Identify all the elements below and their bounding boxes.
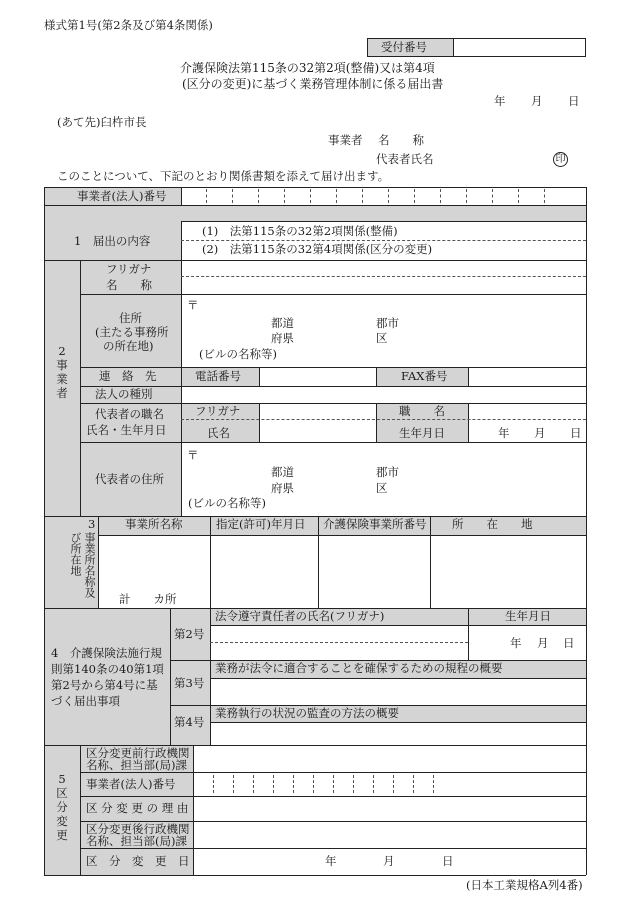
header-month: 月 — [531, 94, 543, 108]
compliance-officer-label: 法令遵守責任者の氏名(フリガナ) — [215, 609, 385, 623]
rep-title-label-1: 代表者の職名 — [95, 407, 164, 421]
address-label-3: の所在地) — [103, 339, 154, 353]
phone-label: 電話番号 — [195, 369, 241, 383]
prior-agency-label-1: 区分変更前行政機関 — [86, 746, 190, 760]
section-4-label-1: 4 介護保険法施行規 — [51, 646, 162, 660]
audit-summary-label: 業務執行の状況の監査の方法の概要 — [215, 706, 399, 720]
notification-option-2[interactable]: (2) 法第115条の32第4項関係(区分の変更) — [202, 242, 433, 256]
prior-agency-label-2: 名称、担当部(局)課 — [86, 758, 187, 772]
postal-mark: 〒 — [187, 298, 199, 312]
rep-prefecture-label-1: 都道 — [271, 465, 294, 479]
building-label: (ビルの名称等) — [199, 347, 277, 361]
change-reason-label: 区 分 変 更 の 理 由 — [86, 801, 189, 815]
rep-birth-year: 年 — [498, 426, 510, 440]
form-number: 様式第1号(第2条及び第4条関係) — [44, 18, 213, 32]
rep-ward-label: 区 — [376, 481, 388, 495]
reception-label: 受付番号 — [381, 40, 427, 54]
title-line-1: 介護保険法第115条の32第2項(整備)又は第4項 — [180, 61, 435, 75]
corp-type-label: 法人の種別 — [95, 387, 153, 401]
operator-name-label: 名 称 — [378, 133, 424, 147]
notification-option-1[interactable]: (1) 法第115条の32第2項関係(整備) — [202, 224, 398, 238]
rep-furigana-label: フリガナ — [195, 404, 241, 418]
seal-mark: 印 — [553, 152, 568, 167]
rep-birth-month: 月 — [534, 426, 546, 440]
change-year: 年 — [325, 854, 337, 868]
operator-label: 事業者 — [328, 133, 363, 147]
addressee: (あて先)臼杵市長 — [57, 115, 147, 129]
address-label-2: (主たる事務所 — [95, 325, 169, 339]
rep-birth-day: 日 — [570, 426, 582, 440]
section-4-label-2: 則第140条の40第1項 — [51, 662, 164, 676]
header-year: 年 — [494, 94, 506, 108]
rep-birthdate-label: 生年月日 — [399, 426, 445, 440]
rep-building-label: (ビルの名称等) — [188, 496, 266, 510]
intro-text: このことについて、下記のとおり関係書類を添えて届け出ます。 — [57, 169, 390, 183]
company-name-label: 名 称 — [106, 278, 152, 292]
officer-birth-month: 月 — [537, 636, 549, 650]
change-day: 日 — [442, 854, 454, 868]
prefecture-label-2: 府県 — [271, 331, 294, 345]
corp-number-label-5: 事業者(法人)番号 — [86, 777, 176, 791]
reception-number-field[interactable] — [454, 39, 585, 56]
new-agency-label-2: 名称、担当部(局)課 — [86, 834, 187, 848]
header-day: 日 — [568, 94, 580, 108]
section-3-side-label: 事業所名称及び所在地 — [69, 532, 96, 598]
officer-birth-day: 日 — [563, 636, 575, 650]
rep-prefecture-label-2: 府県 — [271, 481, 294, 495]
prefecture-label-1: 都道 — [271, 316, 294, 330]
section-3-number: 3 — [88, 517, 96, 531]
officer-birth-year: 年 — [510, 636, 522, 650]
section-4-label-4: づく届出事項 — [51, 694, 120, 708]
representative-label: 代表者氏名 — [376, 152, 434, 166]
change-month: 月 — [383, 854, 395, 868]
officer-birthdate-label: 生年月日 — [505, 609, 551, 623]
location-header: 所 在 地 — [452, 517, 533, 531]
ward-label: 区 — [376, 331, 388, 345]
city-label: 郡市 — [376, 316, 399, 330]
title-line-2: (区分の変更)に基づく業務管理体制に係る届出書 — [182, 77, 444, 91]
new-agency-label-1: 区分変更後行政機関 — [86, 822, 190, 836]
rep-address-label: 代表者の住所 — [95, 472, 164, 486]
rep-name-label: 氏名 — [207, 426, 230, 440]
designation-date-header: 指定(許可)年月日 — [216, 517, 306, 531]
address-label-1: 住所 — [119, 311, 142, 325]
facility-number-header: 介護保険事業所番号 — [323, 517, 427, 531]
change-date-label: 区 分 変 更 日 — [86, 854, 190, 868]
corp-number-label: 事業者(法人)番号 — [77, 189, 167, 203]
rules-summary-label: 業務が法令に適合することを確保するための規程の概要 — [215, 661, 503, 675]
item-no-4: 第4号 — [174, 715, 205, 729]
facility-name-header: 事業所名称 — [125, 517, 183, 531]
furigana-label: フリガナ — [106, 262, 152, 276]
section-5-side-label: 5 区分変更 — [56, 772, 68, 842]
fax-label: FAX番号 — [401, 369, 448, 383]
footer-standard: (日本工業規格A列4番) — [466, 878, 583, 892]
facility-count: 計 カ所 — [119, 592, 177, 606]
rep-city-label: 郡市 — [376, 465, 399, 479]
rep-title-label-2: 氏名・生年月日 — [86, 423, 167, 437]
notification-content-label: 1 届出の内容 — [74, 234, 151, 248]
contact-label: 連 絡 先 — [99, 369, 157, 383]
item-no-2: 第2号 — [174, 627, 205, 641]
section-2-side-label: 2 事 業 者 — [56, 344, 68, 400]
rep-postal-mark: 〒 — [187, 448, 199, 462]
section-4-label-3: 第2号から第4号に基 — [51, 678, 158, 692]
item-no-3: 第3号 — [174, 676, 205, 690]
rep-position-label: 職 名 — [399, 404, 445, 418]
